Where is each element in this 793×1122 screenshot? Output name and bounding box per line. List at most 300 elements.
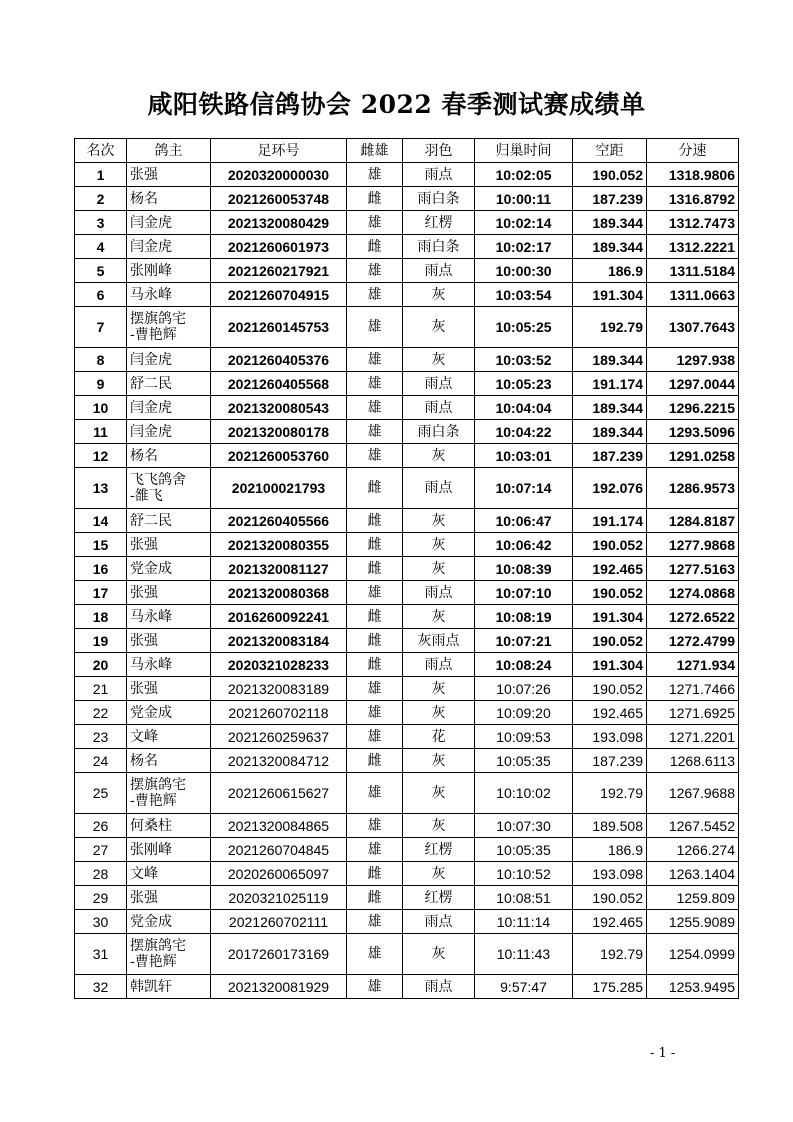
cell-color: 雨点 [403,910,475,934]
cell-color: 灰 [403,749,475,773]
table-row [75,533,739,557]
cell-owner: 杨名 [127,749,211,773]
table-row [75,701,739,725]
cell-color: 雨点 [403,468,475,509]
cell-sex: 雌 [347,235,403,259]
cell-color: 雨点 [403,259,475,283]
cell-speed: 1296.2215 [647,396,739,420]
cell-ring: 2021260053748 [211,187,347,211]
cell-color: 灰 [403,862,475,886]
cell-time: 10:00:30 [475,259,573,283]
cell-color: 雨点 [403,372,475,396]
cell-distance: 189.344 [573,235,647,259]
header-owner: 鸽主 [127,139,211,163]
table-row [75,211,739,235]
cell-sex: 雌 [347,605,403,629]
cell-distance: 190.052 [573,629,647,653]
cell-color: 雨点 [403,581,475,605]
cell-rank: 17 [75,581,127,605]
cell-ring: 2021320080355 [211,533,347,557]
cell-distance: 190.052 [573,677,647,701]
cell-ring: 2021320083184 [211,629,347,653]
cell-speed: 1274.0868 [647,581,739,605]
cell-ring: 2021320080543 [211,396,347,420]
cell-ring: 2021320080178 [211,420,347,444]
cell-ring: 2021260405376 [211,348,347,372]
cell-sex: 雄 [347,725,403,749]
cell-ring: 2017260173169 [211,934,347,975]
cell-distance: 189.344 [573,348,647,372]
cell-rank: 13 [75,468,127,509]
cell-ring: 2021320080429 [211,211,347,235]
cell-distance: 191.174 [573,509,647,533]
cell-owner: 党金成 [127,557,211,581]
cell-distance: 191.304 [573,653,647,677]
cell-distance: 189.344 [573,211,647,235]
header-sex: 雌雄 [347,139,403,163]
cell-sex: 雄 [347,163,403,187]
cell-color: 雨白条 [403,187,475,211]
cell-owner: 何桑柱 [127,814,211,838]
results-table [74,138,739,999]
cell-speed: 1312.2221 [647,235,739,259]
table-row [75,773,739,814]
cell-ring: 2021260145753 [211,307,347,348]
cell-owner: 马永峰 [127,653,211,677]
cell-owner [127,934,211,975]
cell-rank: 7 [75,307,127,348]
cell-rank: 21 [75,677,127,701]
owner-line-1: 摆旗鸽宅 [130,777,186,793]
cell-speed: 1254.0999 [647,934,739,975]
cell-speed: 1255.9089 [647,910,739,934]
cell-rank: 9 [75,372,127,396]
cell-sex: 雌 [347,886,403,910]
cell-sex: 雄 [347,420,403,444]
cell-rank: 15 [75,533,127,557]
owner-line-1: 摆旗鸽宅 [130,311,186,327]
cell-sex: 雄 [347,773,403,814]
cell-sex: 雌 [347,629,403,653]
cell-rank: 14 [75,509,127,533]
cell-rank: 25 [75,773,127,814]
cell-owner: 韩凯轩 [127,975,211,999]
owner-line-2: -曹艳辉 [130,793,177,809]
table-row [75,163,739,187]
cell-color: 灰 [403,307,475,348]
table-row [75,838,739,862]
cell-rank: 19 [75,629,127,653]
cell-time: 10:06:42 [475,533,573,557]
cell-speed: 1271.7466 [647,677,739,701]
cell-speed: 1271.6925 [647,701,739,725]
cell-sex: 雄 [347,677,403,701]
cell-owner: 张强 [127,886,211,910]
cell-rank: 16 [75,557,127,581]
table-row [75,814,739,838]
cell-time: 10:07:14 [475,468,573,509]
cell-distance: 187.239 [573,749,647,773]
cell-color: 红楞 [403,838,475,862]
cell-speed: 1266.274 [647,838,739,862]
cell-distance: 193.098 [573,725,647,749]
cell-sex: 雌 [347,533,403,557]
cell-ring: 2021320084865 [211,814,347,838]
cell-owner: 张强 [127,533,211,557]
cell-time: 10:03:01 [475,444,573,468]
cell-rank: 30 [75,910,127,934]
cell-time: 10:10:02 [475,773,573,814]
cell-owner: 文峰 [127,725,211,749]
cell-sex: 雄 [347,975,403,999]
cell-speed: 1311.5184 [647,259,739,283]
owner-line-1: 摆旗鸽宅 [130,938,186,954]
cell-ring: 2020320000030 [211,163,347,187]
table-row [75,444,739,468]
cell-owner: 闫金虎 [127,420,211,444]
cell-speed: 1293.5096 [647,420,739,444]
header-time: 归巢时间 [475,139,573,163]
cell-distance: 192.79 [573,773,647,814]
cell-speed: 1267.9688 [647,773,739,814]
table-row [75,396,739,420]
cell-rank: 6 [75,283,127,307]
results-body [75,163,739,999]
table-row [75,509,739,533]
cell-distance: 191.174 [573,372,647,396]
cell-time: 10:11:14 [475,910,573,934]
table-row [75,749,739,773]
cell-rank: 12 [75,444,127,468]
table-row [75,677,739,701]
table-row [75,420,739,444]
cell-rank: 10 [75,396,127,420]
cell-sex: 雄 [347,211,403,235]
cell-distance: 175.285 [573,975,647,999]
cell-color: 灰 [403,348,475,372]
table-row [75,605,739,629]
cell-speed: 1277.5163 [647,557,739,581]
cell-distance: 192.79 [573,934,647,975]
cell-color: 灰 [403,701,475,725]
cell-speed: 1297.938 [647,348,739,372]
cell-color: 雨点 [403,163,475,187]
cell-speed: 1286.9573 [647,468,739,509]
cell-distance: 192.465 [573,701,647,725]
cell-sex: 雌 [347,557,403,581]
cell-ring: 2021320084712 [211,749,347,773]
cell-time: 10:09:53 [475,725,573,749]
cell-time: 10:08:24 [475,653,573,677]
table-row [75,307,739,348]
cell-owner: 张强 [127,581,211,605]
cell-distance: 187.239 [573,444,647,468]
cell-time: 10:08:51 [475,886,573,910]
cell-sex: 雌 [347,509,403,533]
page-number: - 1 - [650,1046,676,1061]
table-row [75,886,739,910]
cell-rank: 31 [75,934,127,975]
cell-color: 雨点 [403,653,475,677]
table-row [75,581,739,605]
cell-time: 10:08:39 [475,557,573,581]
cell-color: 花 [403,725,475,749]
cell-sex: 雄 [347,396,403,420]
cell-color: 灰 [403,934,475,975]
table-row [75,934,739,975]
cell-distance: 189.508 [573,814,647,838]
cell-rank: 18 [75,605,127,629]
cell-ring: 2021320081127 [211,557,347,581]
cell-color: 灰 [403,677,475,701]
cell-distance: 189.344 [573,420,647,444]
table-row [75,187,739,211]
cell-distance: 186.9 [573,259,647,283]
cell-sex: 雌 [347,468,403,509]
cell-owner: 闫金虎 [127,235,211,259]
cell-time: 10:02:14 [475,211,573,235]
table-row [75,557,739,581]
cell-time: 10:04:22 [475,420,573,444]
cell-sex: 雄 [347,701,403,725]
cell-ring: 2021260405568 [211,372,347,396]
cell-rank: 4 [75,235,127,259]
cell-color: 灰 [403,509,475,533]
cell-owner: 马永峰 [127,283,211,307]
cell-color: 灰 [403,814,475,838]
cell-speed: 1318.9806 [647,163,739,187]
cell-speed: 1271.934 [647,653,739,677]
cell-rank: 32 [75,975,127,999]
cell-color: 雨点 [403,396,475,420]
cell-distance: 189.344 [573,396,647,420]
cell-owner: 马永峰 [127,605,211,629]
cell-sex: 雄 [347,581,403,605]
cell-speed: 1271.2201 [647,725,739,749]
cell-time: 10:09:20 [475,701,573,725]
cell-rank: 22 [75,701,127,725]
cell-color: 红楞 [403,211,475,235]
cell-sex: 雌 [347,653,403,677]
cell-distance: 192.465 [573,557,647,581]
cell-ring: 2021260259637 [211,725,347,749]
cell-ring: 2021260601973 [211,235,347,259]
cell-ring: 2021260615627 [211,773,347,814]
table-row [75,259,739,283]
page-title: 咸阳铁路信鸽协会 2022 春季测试赛成绩单 [147,90,646,119]
cell-speed: 1284.8187 [647,509,739,533]
cell-owner: 舒二民 [127,372,211,396]
cell-distance: 190.052 [573,163,647,187]
cell-speed: 1297.0044 [647,372,739,396]
cell-ring: 2021260405566 [211,509,347,533]
owner-line-2: -曹艳辉 [130,327,177,343]
cell-rank: 8 [75,348,127,372]
header-ring: 足环号 [211,139,347,163]
cell-sex: 雄 [347,372,403,396]
cell-speed: 1272.6522 [647,605,739,629]
cell-color: 红楞 [403,886,475,910]
cell-time: 9:57:47 [475,975,573,999]
table-row [75,348,739,372]
cell-time: 10:05:35 [475,838,573,862]
cell-time: 10:11:43 [475,934,573,975]
cell-ring: 2021260217921 [211,259,347,283]
cell-color: 灰 [403,605,475,629]
cell-sex: 雌 [347,749,403,773]
cell-ring: 2020260065097 [211,862,347,886]
cell-distance: 190.052 [573,533,647,557]
cell-ring: 2016260092241 [211,605,347,629]
cell-rank: 2 [75,187,127,211]
cell-ring: 2021320080368 [211,581,347,605]
header-distance: 空距 [573,139,647,163]
cell-sex: 雄 [347,283,403,307]
table-row [75,653,739,677]
table-row [75,910,739,934]
cell-color: 灰 [403,557,475,581]
cell-speed: 1277.9868 [647,533,739,557]
cell-time: 10:02:05 [475,163,573,187]
cell-rank: 3 [75,211,127,235]
cell-owner [127,307,211,348]
cell-time: 10:10:52 [475,862,573,886]
cell-owner: 闫金虎 [127,396,211,420]
cell-sex: 雄 [347,444,403,468]
cell-owner: 党金成 [127,701,211,725]
cell-owner: 闫金虎 [127,211,211,235]
cell-ring: 2021260702118 [211,701,347,725]
owner-line-2: -曹艳辉 [130,954,177,970]
cell-ring: 2021260702111 [211,910,347,934]
cell-color: 灰 [403,444,475,468]
cell-time: 10:07:21 [475,629,573,653]
cell-time: 10:07:10 [475,581,573,605]
header-color: 羽色 [403,139,475,163]
table-row [75,862,739,886]
table-row [75,975,739,999]
cell-owner: 杨名 [127,444,211,468]
cell-time: 10:05:23 [475,372,573,396]
cell-sex: 雌 [347,187,403,211]
cell-distance: 192.79 [573,307,647,348]
cell-distance: 192.076 [573,468,647,509]
cell-distance: 187.239 [573,187,647,211]
cell-sex: 雄 [347,838,403,862]
cell-distance: 193.098 [573,862,647,886]
cell-speed: 1307.7643 [647,307,739,348]
cell-sex: 雄 [347,934,403,975]
cell-rank: 5 [75,259,127,283]
cell-ring: 2021320081929 [211,975,347,999]
cell-time: 10:05:35 [475,749,573,773]
cell-ring: 2021260704915 [211,283,347,307]
table-row [75,725,739,749]
cell-time: 10:03:52 [475,348,573,372]
cell-time: 10:02:17 [475,235,573,259]
cell-sex: 雌 [347,862,403,886]
cell-sex: 雄 [347,259,403,283]
cell-owner: 舒二民 [127,509,211,533]
table-row [75,629,739,653]
cell-speed: 1259.809 [647,886,739,910]
cell-color: 灰 [403,533,475,557]
cell-speed: 1291.0258 [647,444,739,468]
cell-owner: 张强 [127,163,211,187]
cell-ring: 2021320083189 [211,677,347,701]
cell-owner: 张强 [127,629,211,653]
cell-speed: 1267.5452 [647,814,739,838]
cell-rank: 28 [75,862,127,886]
cell-time: 10:07:30 [475,814,573,838]
cell-sex: 雄 [347,814,403,838]
cell-sex: 雄 [347,348,403,372]
cell-rank: 11 [75,420,127,444]
cell-rank: 24 [75,749,127,773]
table-row [75,283,739,307]
cell-distance: 191.304 [573,605,647,629]
cell-owner [127,468,211,509]
cell-owner: 张刚峰 [127,838,211,862]
cell-time: 10:07:26 [475,677,573,701]
header-row [75,139,739,163]
header-speed: 分速 [647,139,739,163]
cell-owner [127,773,211,814]
cell-rank: 29 [75,886,127,910]
cell-owner: 张强 [127,677,211,701]
cell-distance: 192.465 [573,910,647,934]
cell-time: 10:08:19 [475,605,573,629]
cell-rank: 27 [75,838,127,862]
cell-owner: 文峰 [127,862,211,886]
cell-owner: 杨名 [127,187,211,211]
table-row [75,468,739,509]
cell-distance: 190.052 [573,886,647,910]
cell-distance: 186.9 [573,838,647,862]
cell-color: 灰雨点 [403,629,475,653]
cell-speed: 1268.6113 [647,749,739,773]
cell-rank: 20 [75,653,127,677]
cell-color: 雨白条 [403,420,475,444]
owner-line-1: 飞飞鸽舍 [130,472,186,488]
cell-ring: 2021260704845 [211,838,347,862]
cell-speed: 1253.9495 [647,975,739,999]
cell-owner: 张刚峰 [127,259,211,283]
cell-speed: 1316.8792 [647,187,739,211]
cell-color: 灰 [403,283,475,307]
cell-speed: 1272.4799 [647,629,739,653]
cell-owner: 党金成 [127,910,211,934]
table-row [75,372,739,396]
cell-sex: 雄 [347,307,403,348]
cell-speed: 1263.1404 [647,862,739,886]
cell-speed: 1312.7473 [647,211,739,235]
cell-color: 雨白条 [403,235,475,259]
table-row [75,235,739,259]
cell-ring: 2020321028233 [211,653,347,677]
cell-ring: 202100021793 [211,468,347,509]
cell-ring: 2021260053760 [211,444,347,468]
cell-distance: 191.304 [573,283,647,307]
cell-rank: 1 [75,163,127,187]
cell-time: 10:00:11 [475,187,573,211]
cell-rank: 23 [75,725,127,749]
owner-line-2: -雒飞 [130,488,163,504]
cell-time: 10:05:25 [475,307,573,348]
cell-color: 雨点 [403,975,475,999]
cell-time: 10:03:54 [475,283,573,307]
header-rank: 名次 [75,139,127,163]
